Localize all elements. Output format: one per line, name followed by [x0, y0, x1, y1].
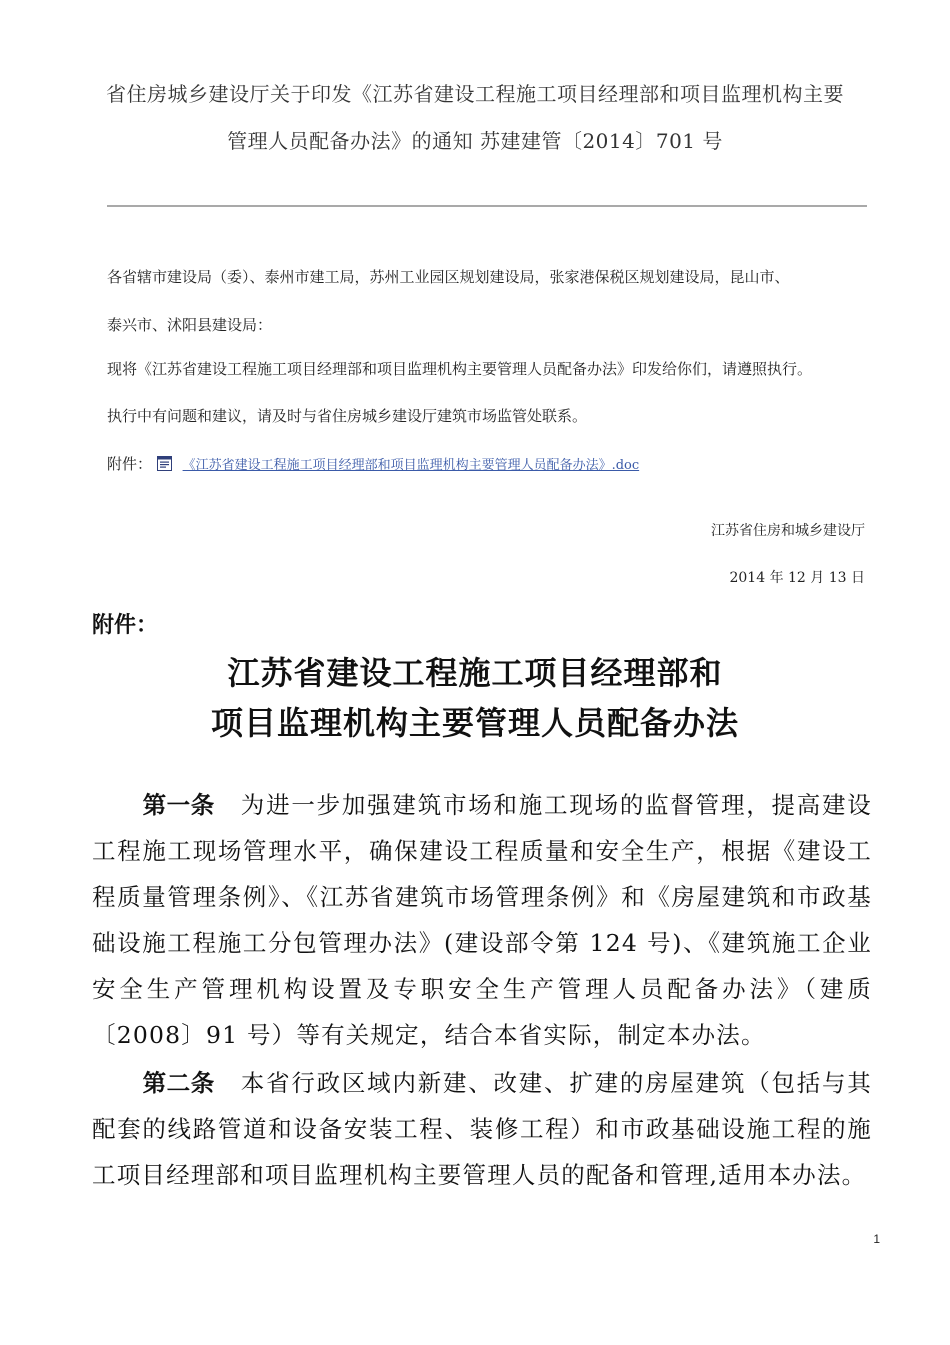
letter-body-line-1: 现将《江苏省建设工程施工项目经理部和项目监理机构主要管理人员配备办法》印发给你们，请遵照执行。 — [107, 360, 813, 378]
word-document-icon[interactable] — [157, 456, 172, 471]
addressees-line-1: 各省辖市建设局（委）、泰州市建工局，苏州工业园区规划建设局，张家港保税区规划建设局，昆山市、 — [107, 268, 790, 286]
letter-body-line-2: 执行中有问题和建议，请及时与省住房城乡建设厅建筑市场监管处联系。 — [107, 407, 588, 425]
article-2 — [92, 1060, 872, 1198]
attachment-link[interactable]: 《江苏省建设工程施工项目经理部和项目监理机构主要管理人员配备办法》.doc — [182, 458, 640, 473]
attachment-label: 附件： — [107, 455, 153, 473]
attachment-row — [107, 453, 639, 474]
issue-date: 2014 年 12 月 13 日 — [729, 570, 865, 586]
notice-title-line-1: 省住房城乡建设厅关于印发《江苏省建设工程施工项目经理部和项目监理机构主要 — [106, 82, 844, 106]
article-1 — [92, 782, 872, 1058]
attachment-heading-label: 附件： — [92, 613, 159, 638]
article-2-text: 本省行政区域内新建、改建、扩建的房屋建筑（包括与其配套的线路管道和设备安装工程、装修工程）和市政基础设施工程的施工项目经理部和项目监理机构主要管理人员的配备和管理,适用本办法。 — [92, 1069, 873, 1189]
document-title-line-2: 项目监理机构主要管理人员配备办法 — [210, 704, 739, 742]
page-number: 1 — [873, 1232, 880, 1246]
article-1-text: 为进一步加强建筑市场和施工现场的监督管理，提高建设工程施工现场管理水平，确保建设工程质量和安全生产，根据《建设工程质量管理条例》、《江苏省建筑市场管理条例》和《房屋建筑和市政基础设施工程施工分包管理办法》(建设部令第 124 号)、《建筑施工企业安全生产管理机构设置及专职安全生产管理人员配备办法》（建质〔2008〕91 号）等有关规定，结合本省实际，制定本办法。 — [92, 791, 873, 1049]
addressees-line-2: 泰兴市、沭阳县建设局： — [107, 316, 273, 334]
document-title-line-1: 江苏省建设工程施工项目经理部和 — [227, 654, 723, 692]
header-divider — [107, 205, 867, 207]
article-2-heading: 第二条 — [142, 1069, 215, 1097]
signer: 江苏省住房和城乡建设厅 — [711, 523, 865, 539]
notice-title-line-2: 管理人员配备办法》的通知 苏建建管〔2014〕701 号 — [227, 129, 723, 153]
article-1-heading: 第一条 — [142, 791, 215, 819]
